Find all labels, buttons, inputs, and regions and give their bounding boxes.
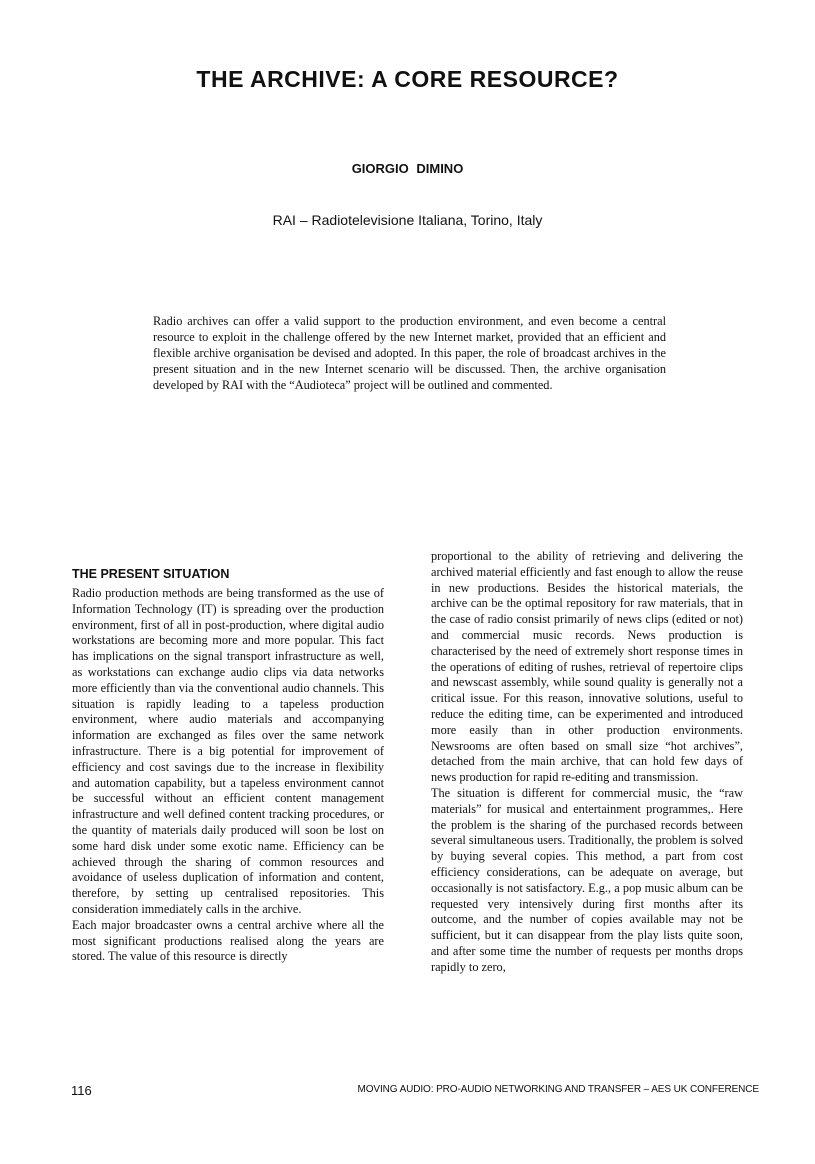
running-footer: MOVING AUDIO: PRO-AUDIO NETWORKING AND TRANSFER – AES UK CONFERENCE [357, 1084, 759, 1095]
body-paragraph: Radio production methods are being transformed as the use of Information Technology (IT) is spreading over the production environment, first of all in post-production, where digital audio workstations are becoming more and more popular. This fact has implications on the signal transport infrastructure as well, as workstations can exchange audio clips via data networks more efficiently than via the conventional audio channels. This situation is rapidly leading to a tapeless production environment, where audio materials and accompanying information are exchanged as files over the same network infrastructure. There is a big potential for improvement of efficiency and cost savings due to the increase in flexibility and automation capability, but a tapeless environment cannot be successful without an efficient content management infrastructure and well defined content tracking procedures, or the quantity of materials daily produced will soon be lost on some hard disk under some exotic name. Efficiency can be achieved through the sharing of common resources and avoidance of useless duplication of information and content, therefore, by setting up centralised repositories. This consideration immediately calls in the archive. [72, 586, 384, 916]
paper-title: THE ARCHIVE: A CORE RESOURCE? [196, 66, 619, 92]
body-paragraph: The situation is different for commercial music, the “raw materials” for musical and entertainment programmes,. Here the problem is the sharing of the purchased records between several simultaneous users. Traditionally, the problem is solved by buying several copies. This method, a part from cost efficiency considerations, can be adequate on average, but occasionally is not satisfactory. E.g., a pop music album can be requested very intensively during first months after its outcome, and the number of copies available may not be sufficient, but it can disappear from the play lists quite soon, and after some time the number of requests per months drops rapidly to zero, [431, 785, 743, 974]
page-number: 116 [71, 1083, 92, 1098]
right-column [431, 549, 743, 976]
author-name: GIORGIO DIMINO [351, 161, 464, 176]
body-paragraph: Each major broadcaster owns a central archive where all the most significant productions realised along the years are stored. The value of this resource is directly [72, 917, 384, 964]
abstract: Radio archives can offer a valid support to the production environment, and even become a central resource to exploit in the challenge offered by the new Internet market, provided that an efficient and flexible archive organisation be devised and adopted. In this paper, the role of broadcast archives in the present situation and in the new Internet scenario will be discussed. Then, the archive organisation developed by RAI with the “Audioteca” project will be outlined and commented. [153, 314, 666, 392]
section-heading: THE PRESENT SITUATION [72, 567, 230, 581]
left-column [72, 566, 384, 965]
body-paragraph: proportional to the ability of retrieving and delivering the archived material efficiently and fast enough to allow the reuse in new productions. Besides the historical materials, the archive can be the optimal repository for raw materials, that in the case of radio consist primarily of news clips (edited or not) and commercial music records. News production is characterised by the need of extremely short response times in the operations of editing of rushes, retrieval of repertoire clips and newscast assembly, while sound quality is generally not a critical issue. For this reason, innovative solutions, useful to reduce the editing time, can be experimented and introduced more easily than in other production environments. Newsrooms are often based on small size “hot archives”, detached from the main archive, that can hold few days of news production for rapid re-editing and transmission. [431, 549, 743, 785]
author-affiliation: RAI – Radiotelevisione Italiana, Torino, Italy [272, 212, 543, 228]
